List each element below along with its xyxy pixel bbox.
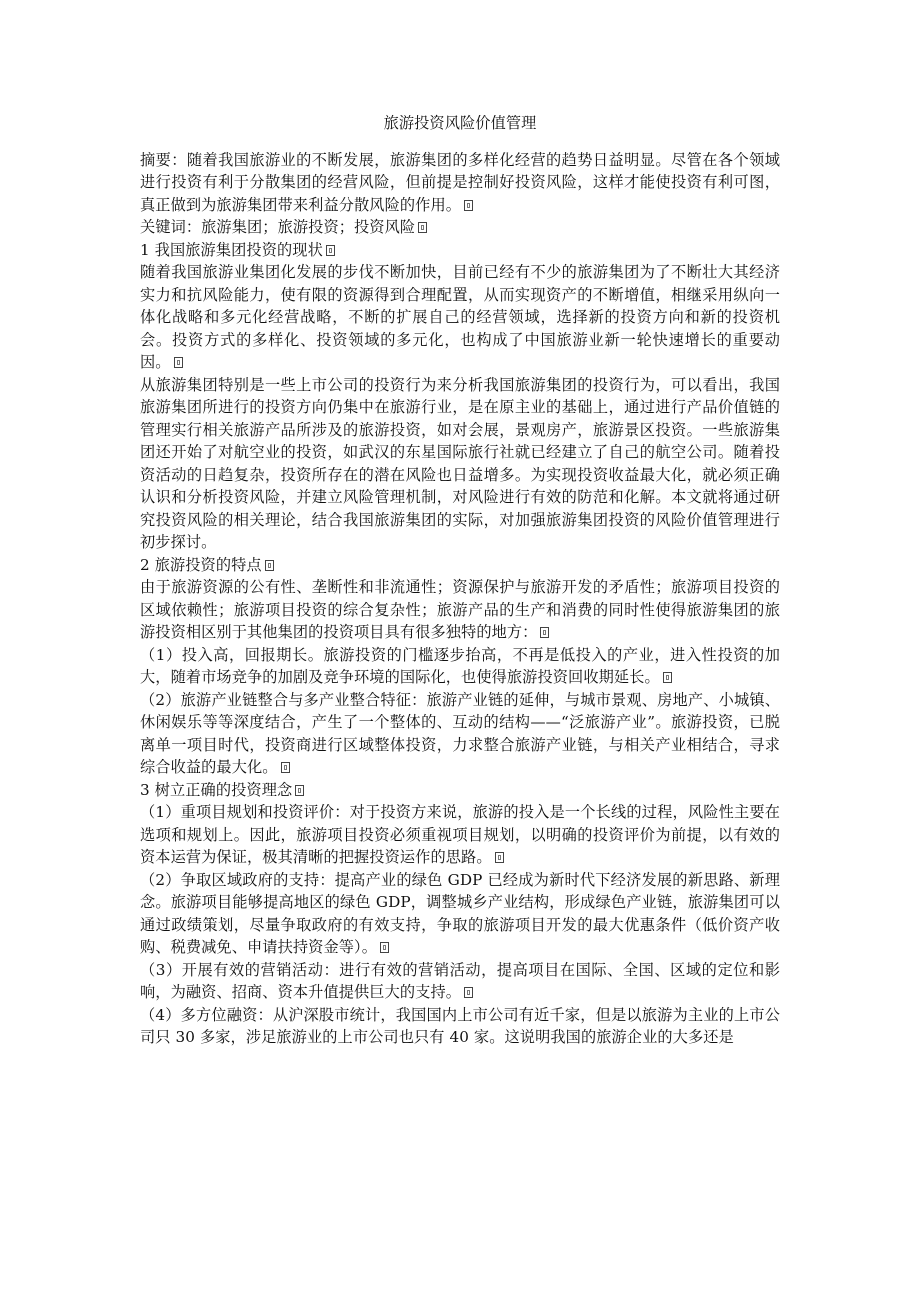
paragraph-mark-icon (326, 245, 335, 256)
paragraph-text: （1）投入高，回报期长。旅游投资的门槛逐步抬高，不再是低投入的产业，进入性投资的加大，随着市场竞争的加剧及竞争环境的国际化，也使得旅游投资回收期延长。 (140, 645, 780, 686)
paragraph-text: 由于旅游资源的公有性、垄断性和非流通性；资源保护与旅游开发的矛盾性；旅游项目投资的区域依赖性；旅游项目投资的综合复杂性；旅游产品的生产和消费的同时性使得旅游集团的旅游投资相区别于其他集团的投资项目具有很多独特的地方： (140, 578, 780, 641)
paragraph-text: （3）开展有效的营销活动：进行有效的营销活动，提高项目在国际、全国、区域的定位和影响，为融资、招商、资本升值提供巨大的支持。 (140, 960, 780, 1001)
section-heading-1 (140, 239, 780, 262)
paragraph-mark-icon (663, 672, 672, 683)
keywords-paragraph (140, 216, 780, 239)
paragraph-text: 关键词：旅游集团；旅游投资；投资风险 (140, 218, 416, 236)
paragraph-text: （2）旅游产业链整合与多产业整合特征：旅游产业链的延伸，与城市景观、房地产、小城镇、休闲娱乐等等深度结合，产生了一个整体的、互动的结构——“泛旅游产业”。旅游投资，已脱离单一项目时代，投资商进行区域整体投资，力求整合旅游产业链，与相关产业相结合，寻求综合收益的最大化。 (140, 690, 780, 776)
heading-text: 2 旅游投资的特点 (140, 555, 262, 574)
paragraph-text: （2）争取区域政府的支持：提高产业的绿色 GDP 已经成为新时代下经济发展的新思路、新理念。旅游项目能够提高地区的绿色 GDP，调整城乡产业结构，形成绿色产业链，旅游集团可以通过政绩策划，尽量争取政府的有效支持，争取的旅游项目开发的最大优惠条件（低价资产收购、税费减免、申请扶持资金等）。 (140, 870, 780, 956)
abstract-paragraph (140, 149, 780, 217)
list-item (140, 959, 780, 1004)
section-heading-2 (140, 554, 780, 577)
paragraph-mark-icon (295, 785, 304, 796)
section-heading-3 (140, 779, 780, 802)
heading-text: 1 我国旅游集团投资的现状 (140, 240, 323, 259)
body-paragraph (140, 374, 780, 554)
document-title: 旅游投资风险价值管理 (383, 114, 537, 132)
paragraph-mark-icon (464, 987, 473, 998)
paragraph-text: 从旅游集团特别是一些上市公司的投资行为来分析我国旅游集团的投资行为，可以看出，我国旅游集团所进行的投资方向仍集中在旅游行业，是在原主业的基础上，通过进行产品价值链的管理实行相关旅游产品所涉及的旅游投资，如对会展，景观房产，旅游景区投资。一些旅游集团还开始了对航空业的投资，如武汉的东星国际旅行社就已经建立了自己的航空公司。随着投资活动的日趋复杂，投资所存在的潜在风险也日益增多。为实现投资收益最大化，就必须正确认识和分析投资风险，并建立风险管理机制，对风险进行有效的防范和化解。本文就将通过研究投资风险的相关理论，结合我国旅游集团的实际，对加强旅游集团投资的风险价值管理进行初步探讨。 (140, 375, 780, 551)
paragraph-mark-icon (380, 942, 389, 953)
paragraph-text: （1）重项目规划和投资评价：对于投资方来说，旅游的投入是一个长线的过程，风险性主要在选项和规划上。因此，旅游项目投资必须重视项目规划，以明确的投资评价为前提，以有效的资本运营为保证，极其清晰的把握投资运作的思路。 (140, 803, 780, 866)
document-body (140, 112, 780, 1049)
body-paragraph (140, 576, 780, 644)
paragraph-text: 随着我国旅游业集团化发展的步伐不断加快，目前已经有不少的旅游集团为了不断壮大其经济实力和抗风险能力，使有限的资源得到合理配置，从而实现资产的不断增值，相继采用纵向一体化战略和多元化经营战略，不断的扩展自己的经营领域，选择新的投资方向和新的投资机会。投资方式的多样化、投资领域的多元化，也构成了中国旅游业新一轮快速增长的重要动因。 (140, 263, 780, 371)
paragraph-mark-icon (540, 627, 549, 638)
paragraph-text: （4）多方位融资：从沪深股市统计，我国国内上市公司有近千家，但是以旅游为主业的上市公司只 30 多家，涉足旅游业的上市公司也只有 40 家。这说明我国的旅游企业的大多还是 (140, 1005, 780, 1046)
paragraph-mark-icon (495, 852, 504, 863)
list-item (140, 644, 780, 689)
list-item (140, 801, 780, 869)
paragraph-mark-icon (281, 762, 290, 773)
list-item (140, 869, 780, 959)
body-paragraph (140, 261, 780, 374)
paragraph-mark-icon (418, 222, 427, 233)
list-item (140, 689, 780, 779)
paragraph-text: 摘要：随着我国旅游业的不断发展，旅游集团的多样化经营的趋势日益明显。尽管在各个领域进行投资有利于分散集团的经营风险，但前提是控制好投资风险，这样才能使投资有利可图，真正做到为旅游集团带来利益分散风险的作用。 (140, 150, 780, 214)
paragraph-mark-icon (174, 357, 183, 368)
paragraph-mark-icon (265, 560, 274, 571)
heading-text: 3 树立正确的投资理念 (140, 780, 293, 799)
paragraph-mark-icon (464, 200, 473, 211)
list-item (140, 1004, 780, 1049)
